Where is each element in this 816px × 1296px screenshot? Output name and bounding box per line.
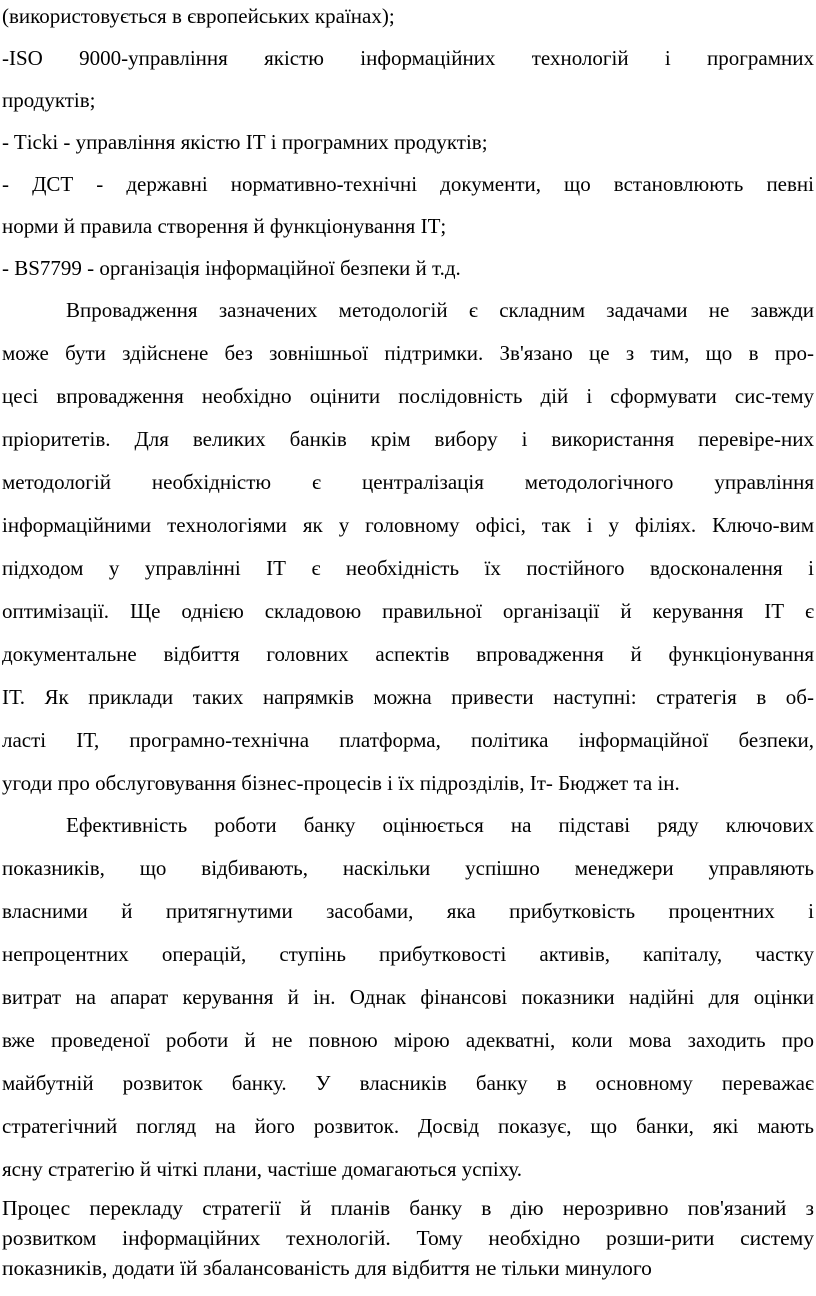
text-line-11: пріоритетів. Для великих банків крім вибору і використання перевіре-них bbox=[2, 427, 814, 451]
text-line-20: Ефективність роботи банку оцінюється на підставі ряду ключових bbox=[66, 813, 814, 837]
text-line-28: ясну стратегію й чіткі плани, частіше домагаються успіху. bbox=[2, 1157, 523, 1181]
text-line-18: ласті ІТ, програмно-технічна платформа, політика інформаційної безпеки, bbox=[2, 728, 814, 752]
text-line-31: показників, додати їй збалансованість для відбиття не тільки минулого bbox=[2, 1256, 652, 1280]
text-line-17: ІТ. Як приклади таких напрямків можна привести наступні: стратегія в об- bbox=[2, 685, 814, 709]
text-line-13: інформаційними технологіями як у головному офісі, так і у філіях. Ключо-вим bbox=[2, 513, 814, 537]
text-line-12: методологій необхідністю є централізація методологічного управління bbox=[2, 470, 814, 494]
text-line-1: (використовується в європейських країнах); bbox=[2, 4, 395, 28]
text-line-8: Впровадження зазначених методологій є складним задачами не завжди bbox=[66, 298, 814, 322]
text-line-7: - BS7799 - організація інформаційної безпеки й т.д. bbox=[2, 256, 461, 280]
text-line-27: стратегічний погляд на його розвиток. Досвід показує, що банки, які мають bbox=[2, 1114, 814, 1138]
text-line-15: оптимізації. Ще однією складовою правильної організації й керування ІТ є bbox=[2, 599, 814, 623]
text-line-30: розвитком інформаційних технологій. Тому необхідно розши-рити систему bbox=[2, 1226, 814, 1250]
text-line-3: продуктів; bbox=[2, 88, 96, 112]
text-line-26: майбутній розвиток банку. У власників банку в основному переважає bbox=[2, 1071, 814, 1095]
text-line-5: - ДСТ - державні нормативно-технічні документи, що встановлюють певні bbox=[2, 172, 814, 196]
text-line-2: -ISO 9000-управління якістю інформаційних технологій і програмних bbox=[2, 46, 814, 70]
text-line-10: цесі впровадження необхідно оцінити послідовність дій і сформувати сис-тему bbox=[2, 384, 814, 408]
text-line-22: власними й притягнутими засобами, яка прибутковість процентних і bbox=[2, 899, 814, 923]
text-line-24: витрат на апарат керування й ін. Однак фінансові показники надійні для оцінки bbox=[2, 985, 814, 1009]
text-line-14: підходом у управлінні ІТ є необхідність їх постійного вдосконалення і bbox=[2, 556, 814, 580]
text-line-21: показників, що відбивають, наскільки успішно менеджери управляють bbox=[2, 856, 814, 880]
text-line-16: документальне відбиття головних аспектів впровадження й функціонування bbox=[2, 642, 814, 666]
text-line-23: непроцентних операцій, ступінь прибутковості активів, капіталу, частку bbox=[2, 942, 814, 966]
text-line-9: може бути здійснене без зовнішньої підтримки. Зв'язано це з тим, що в про- bbox=[2, 341, 814, 365]
text-line-6: норми й правила створення й функціонування ІТ; bbox=[2, 214, 447, 238]
text-line-29: Процес перекладу стратегії й планів банку в дію нерозривно пов'язаний з bbox=[2, 1196, 814, 1220]
text-line-25: вже проведеної роботи й не повною мірою адекватні, коли мова заходить про bbox=[2, 1028, 814, 1052]
text-line-4: - Tісkі - управління якістю ІТ і програмних продуктів; bbox=[2, 130, 488, 154]
text-line-19: угоди про обслуговування бізнес-процесів і їх підрозділів, Іт- Бюджет та ін. bbox=[2, 771, 680, 795]
